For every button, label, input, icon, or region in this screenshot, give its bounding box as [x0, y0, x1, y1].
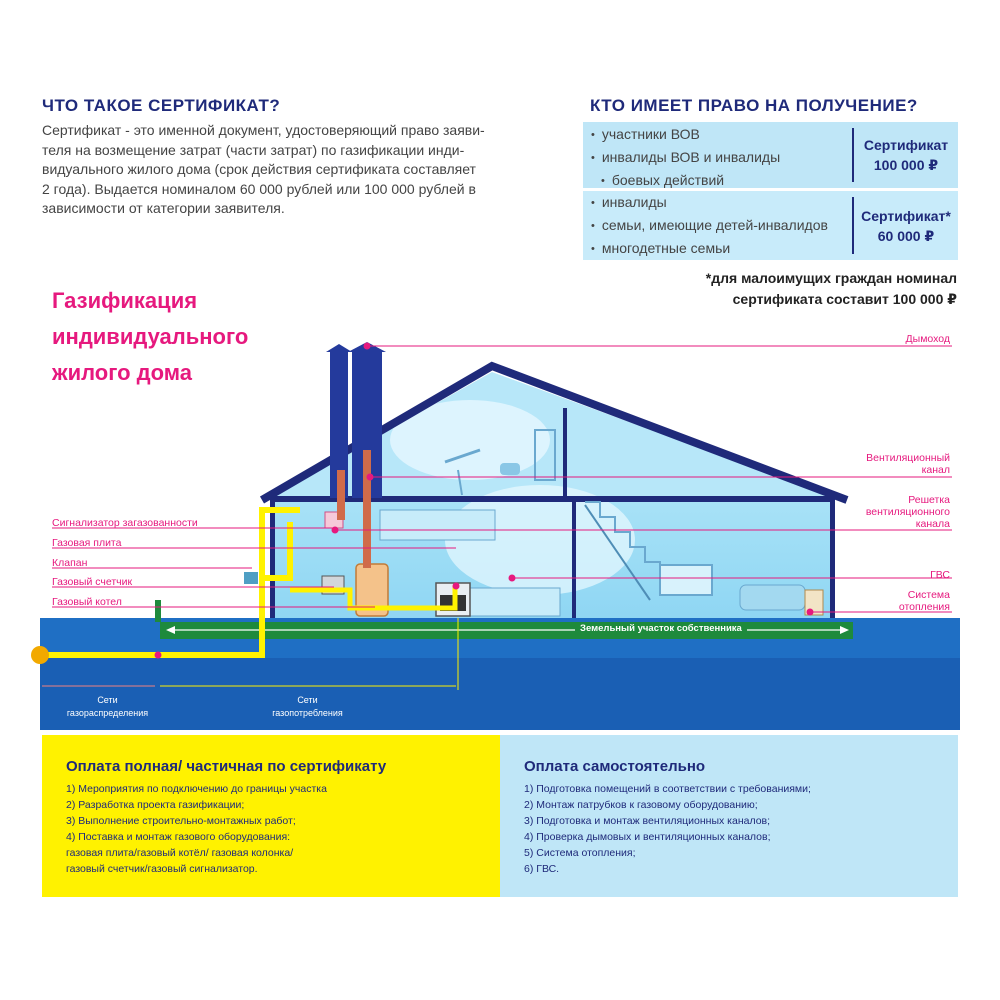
certificate-100000	[852, 128, 958, 182]
list-item: • семьи, имеющие детей-инвалидов	[591, 215, 852, 238]
label-vent-grille	[866, 494, 950, 530]
wall-right	[830, 500, 835, 618]
list-item: 4) Проверка дымовых и вентиляционных каналов;	[524, 831, 771, 843]
house	[262, 366, 847, 618]
rights-title: КТО ИМЕЕТ ПРАВО НА ПОЛУЧЕНИЕ?	[590, 96, 918, 115]
payment-self-block	[500, 735, 958, 897]
label-line: Решетка	[908, 494, 950, 506]
label-heating	[899, 589, 950, 613]
cert-amount: 60 000 ₽	[877, 227, 935, 244]
wall-left	[270, 500, 275, 618]
list-item: • участники ВОВ	[591, 124, 852, 147]
list-item: 6) ГВС.	[524, 863, 560, 875]
intro-title: ЧТО ТАКОЕ СЕРТИФИКАТ?	[42, 96, 281, 115]
list-item: 1) Мероприятия по подключению до границы участка	[66, 783, 327, 795]
label-valve: Клапан	[52, 557, 88, 569]
list-item: 2) Монтаж патрубков к газовому оборудованию;	[524, 799, 758, 811]
house-diagram	[0, 330, 1000, 730]
label-gas-meter: Газовый счетчик	[52, 576, 133, 588]
label-line: канал	[921, 464, 950, 476]
list-item: • инвалиды ВОВ и инвалиды	[591, 147, 852, 170]
cert-label: Сертификат	[863, 137, 949, 153]
list-item: 3) Выполнение строительно-монтажных работ;	[66, 815, 296, 827]
list-item: 2) Разработка проекта газификации;	[66, 799, 245, 811]
label-line: Сети	[297, 695, 318, 705]
list-item: газовая плита/газовый котёл/ газовая колонка/	[66, 847, 294, 859]
label-distribution-networks	[55, 694, 160, 720]
title-line: Газификация	[52, 288, 198, 313]
cert-label: Сертификат*	[861, 207, 951, 224]
label-line: вентиляционного	[865, 506, 950, 518]
payment-certificate-title: Оплата полная/ частичная по сертификату	[66, 758, 387, 775]
tv-icon	[660, 565, 712, 595]
land-plot-label: Земельный участок собственника	[575, 623, 747, 634]
list-item: 1) Подготовка помещений в соответствии с требованиями;	[524, 783, 811, 795]
valve-icon	[244, 572, 258, 584]
kitchen-upper-cabinets	[380, 510, 495, 540]
label-chimney: Дымоход	[905, 333, 950, 345]
label-line: отопления	[898, 601, 950, 613]
flue-pipe	[337, 470, 345, 520]
payment-certificate-list	[66, 781, 327, 877]
sofa-icon	[740, 585, 805, 610]
certificate-60000	[852, 197, 958, 254]
rights-list-2	[583, 191, 852, 260]
rights-table	[583, 122, 958, 260]
label-line: газопотребления	[272, 708, 343, 718]
boiler-flue-pipe	[363, 450, 371, 568]
label-consumption-networks	[245, 694, 370, 720]
chimney-left-cap	[326, 344, 352, 352]
intro-line: видуального жилого дома (срок действия сертификата составляет	[42, 161, 476, 177]
list-item	[591, 170, 852, 193]
list-item: 4) Поставка и монтаж газового оборудования:	[66, 831, 291, 843]
intro-line: 2 года). Выдается номиналом 60 000 рублей или 100 000 рублей в	[42, 180, 476, 197]
label-line: канала	[915, 518, 950, 530]
title-line: индивидуального	[52, 324, 249, 349]
label-gas-stove: Газовая плита	[52, 537, 122, 549]
label-vent-channel	[866, 452, 950, 476]
rights-footnote	[600, 268, 957, 310]
label-line: газораспределения	[66, 708, 149, 718]
label-gas-detector: Сигнализатор загазованности	[52, 517, 198, 529]
intro-text	[42, 121, 537, 219]
rights-list-1	[583, 122, 852, 188]
label-line: Вентиляционный	[866, 452, 950, 464]
label-gas-boiler: Газовый котел	[52, 596, 122, 608]
attic-divider	[563, 408, 567, 498]
title-line: жилого дома	[52, 360, 193, 385]
gas-source	[31, 646, 49, 664]
list-item-text: боевых действий	[611, 172, 725, 188]
list-item: 5) Система отопления;	[524, 847, 636, 859]
rights-group-2	[583, 191, 958, 260]
intro-line: зависимости от категории заявителя.	[42, 200, 285, 216]
payment-self-title: Оплата самостоятельно	[524, 758, 706, 775]
list-item: газовый счетчик/газовый сигнализатор.	[66, 863, 258, 875]
label-line: Система	[907, 589, 950, 601]
payment-self-list	[524, 781, 811, 877]
list-item: 3) Подготовка и монтаж вентиляционных каналов;	[524, 815, 771, 827]
list-item: • многодетные семьи	[591, 238, 852, 261]
list-item: • инвалиды	[591, 192, 852, 215]
chair-icon	[500, 463, 520, 475]
cert-amount: 100 000 ₽	[873, 157, 939, 173]
intro-line: Сертификат - это именной документ, удостоверяющий право заяви-	[42, 122, 485, 138]
footnote-line: сертификата составит 100 000 ₽	[732, 291, 957, 307]
wall-inner	[572, 500, 576, 618]
kitchen-lower-cabinets	[460, 588, 560, 616]
footnote-line: *для малоимущих граждан номинал	[705, 270, 957, 286]
payment-certificate-block	[42, 735, 500, 897]
intro-line: теля на возмещение затрат (части затрат) по газификации инди-	[42, 141, 465, 158]
label-line: Сети	[97, 695, 118, 705]
label-hot-water: ГВС	[930, 569, 950, 581]
rights-group-1	[583, 122, 958, 191]
